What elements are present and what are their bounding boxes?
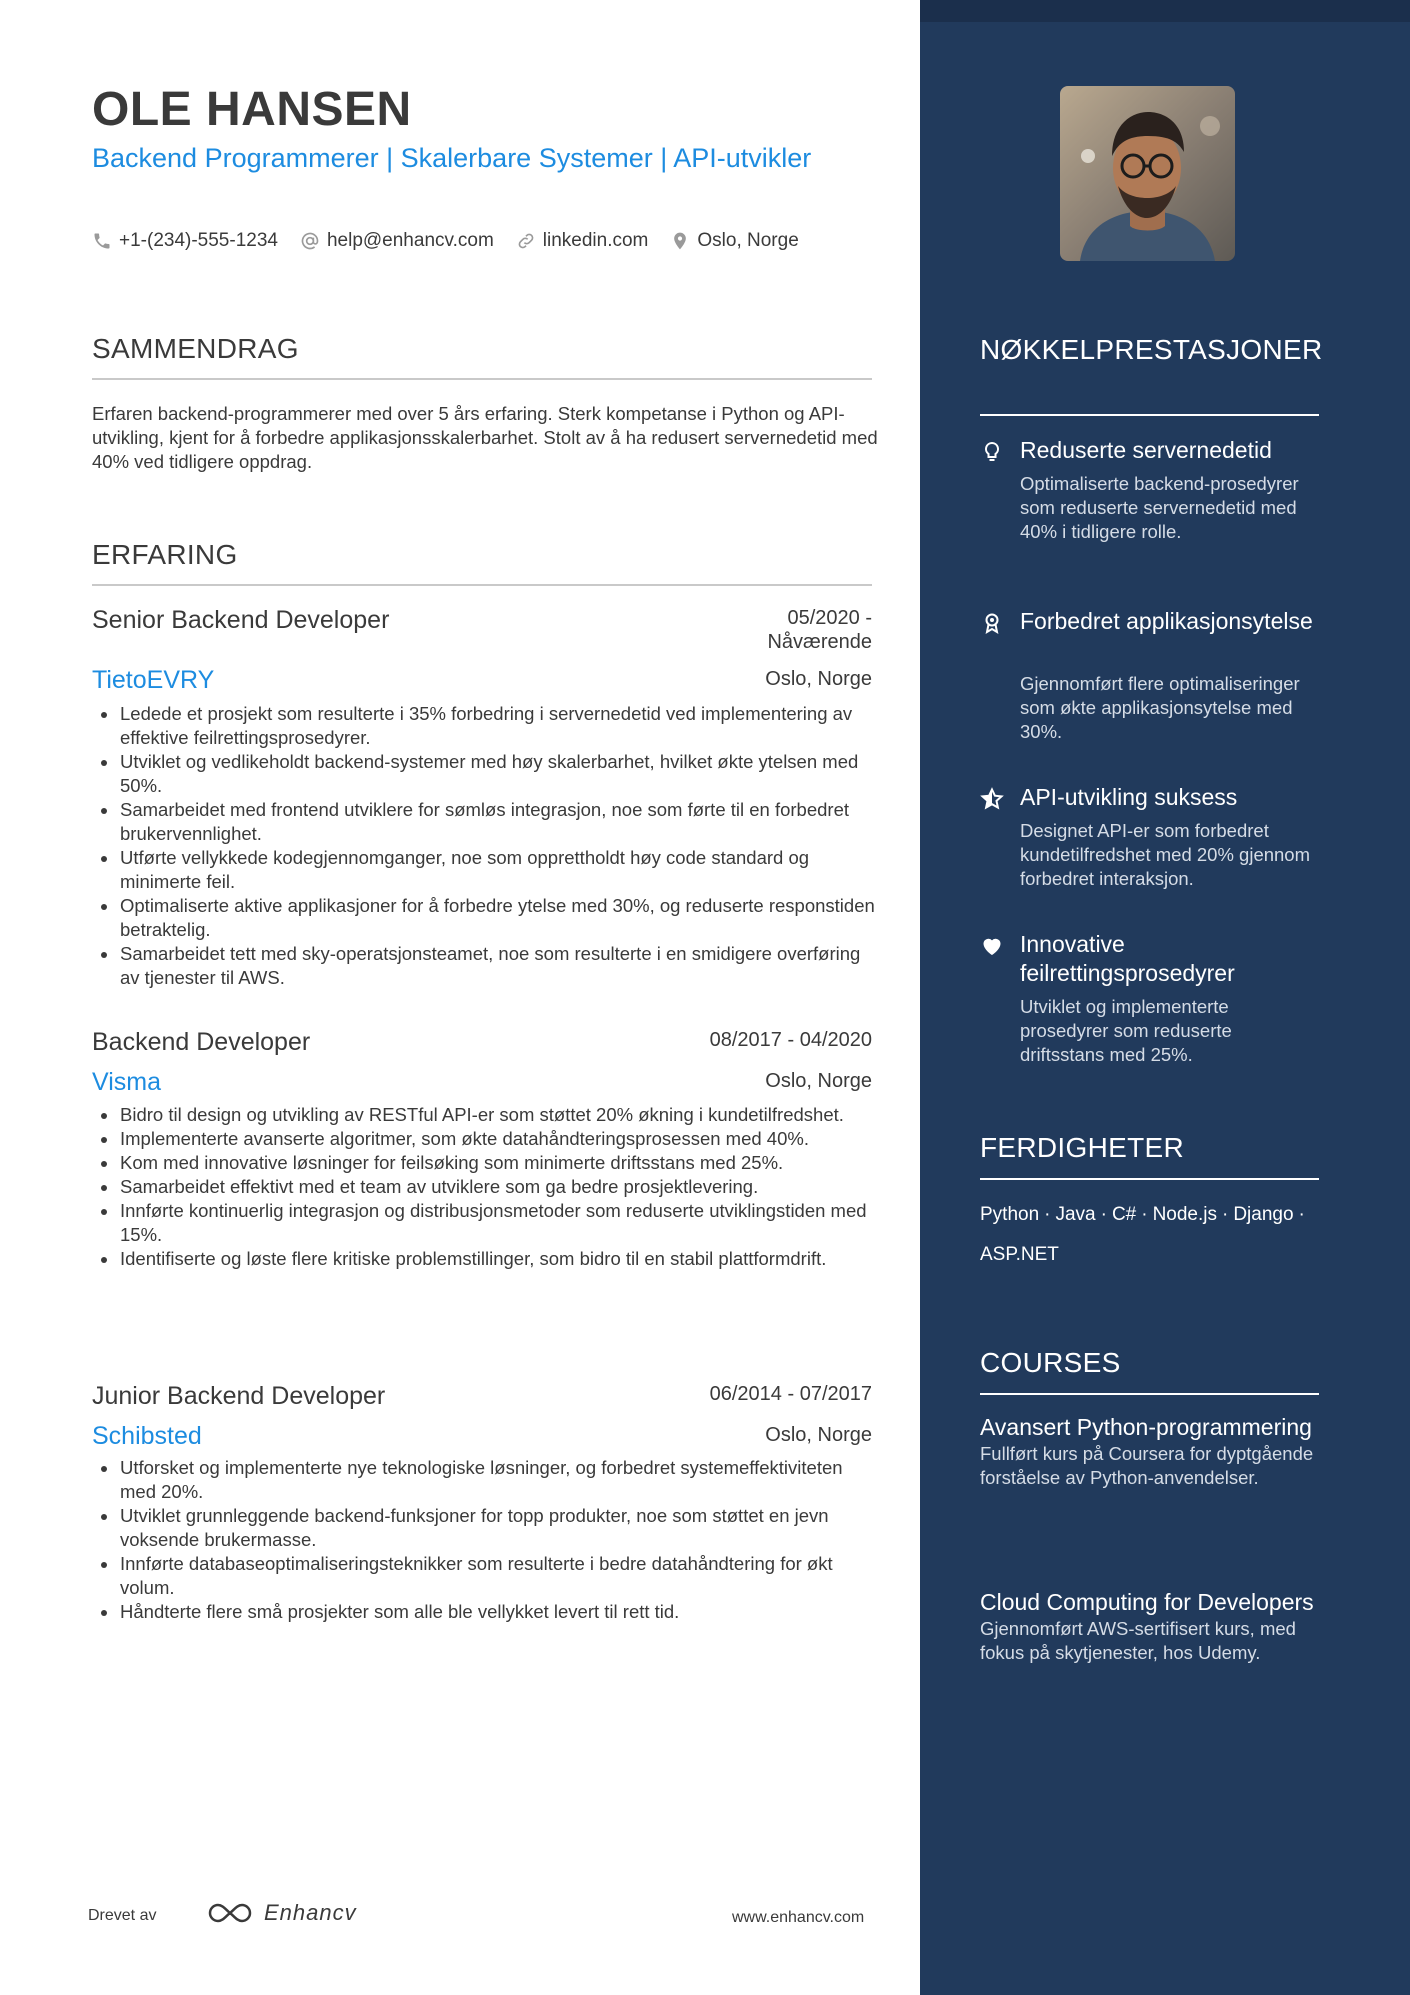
list-item: Samarbeidet tett med sky-operatsjonsteamet, noe som resulterte i en smidigere overføring av tjenester til AWS.: [92, 942, 882, 990]
experience-heading: ERFARING: [92, 539, 238, 570]
skills-list: [980, 1195, 1320, 1275]
phone-icon: [92, 231, 112, 251]
achievements-divider: [980, 414, 1319, 416]
skill-tag: ASP.NET: [980, 1244, 1059, 1265]
skills-heading: FERDIGHETER: [980, 1132, 1184, 1163]
course-title: Avansert Python-programmering: [980, 1414, 1312, 1440]
achievement-description: Gjennomført flere optimaliseringer som økte applikasjonsytelse med 30%.: [1020, 673, 1300, 742]
enhancv-logo[interactable]: [206, 1900, 357, 1926]
at-icon: [300, 231, 320, 251]
email-text: help@enhancv.com: [326, 230, 494, 251]
list-item: Kom med innovative løsninger for feilsøking som minimerte driftsstans med 25%.: [92, 1151, 882, 1175]
list-item: Optimaliserte aktive applikasjoner for å forbedre ytelse med 30%, og reduserte responstiden betraktelig.: [92, 894, 882, 942]
star-icon: [980, 787, 1004, 811]
skill-tag: Java: [1055, 1204, 1096, 1225]
achievement-title: API-utvikling suksess: [1020, 784, 1238, 810]
sidebar: [920, 0, 1410, 1995]
job-title: Backend Developer: [92, 1028, 311, 1056]
phone-text: +1-(234)-555-1234: [119, 230, 278, 251]
skill-tag: Node.js: [1152, 1204, 1217, 1225]
course-description: Gjennomført AWS-sertifisert kurs, med fokus på skytjenester, hos Udemy.: [980, 1618, 1296, 1663]
job-entry: [92, 1028, 872, 1348]
powered-by-label: Drevet av: [88, 1907, 157, 1924]
achievement-title: Reduserte servernedetid: [1020, 437, 1272, 463]
skills-divider: [980, 1178, 1319, 1180]
job-location: Oslo, Norge: [765, 1424, 872, 1446]
achievement-title: Forbedret applikasjonsytelse: [1020, 608, 1313, 634]
list-item: Utførte vellykkede kodegjennomganger, noe som opprettholdt høy code standard og minimerte feil.: [92, 846, 882, 894]
job-location: Oslo, Norge: [765, 1070, 872, 1092]
contact-phone[interactable]: [92, 230, 278, 252]
job-dates: 08/2017 - 04/2020: [709, 1029, 872, 1051]
summary-divider: [92, 378, 872, 380]
contact-linkedin[interactable]: [516, 230, 649, 252]
job-bullets: [92, 702, 882, 990]
footer-url[interactable]: www.enhancv.com: [732, 1909, 865, 1926]
list-item: Bidro til design og utvikling av RESTful API-er som støttet 20% økning i kundetilfredshet.: [92, 1103, 882, 1127]
list-item: Ledede et prosjekt som resulterte i 35% forbedring i servernedetid ved implementering av effektive feilrettingsprosedyrer.: [92, 702, 882, 750]
skill-separator: ·: [1044, 1204, 1051, 1225]
summary-heading: SAMMENDRAG: [92, 333, 299, 364]
skill-separator: ·: [1100, 1204, 1107, 1225]
list-item: Samarbeidet med frontend utviklere for sømløs integrasjon, noe som førte til en forbedret brukervennlighet.: [92, 798, 882, 846]
job-entry: [92, 1382, 872, 1632]
profile-portrait-icon: [1060, 86, 1235, 261]
location-text: Oslo, Norge: [697, 230, 799, 251]
list-item: Innførte databaseoptimaliseringsteknikker som resulterte i bedre datahåndtering for økt volum.: [92, 1552, 882, 1600]
skill-tag: Python: [980, 1204, 1040, 1225]
job-entry: [92, 606, 875, 996]
achievement-title: Innovative feilrettingsprosedyrer: [1020, 931, 1235, 986]
job-dates: 06/2014 - 07/2017: [709, 1383, 872, 1405]
skill-separator: ·: [1141, 1204, 1148, 1225]
candidate-name: OLE HANSEN: [92, 83, 412, 136]
list-item: Utforsket og implementerte nye teknologiske løsninger, og forbedret systemeffektiviteten med 20%.: [92, 1456, 882, 1504]
job-title: Senior Backend Developer: [92, 606, 390, 634]
job-company: Schibsted: [92, 1422, 202, 1450]
course-item: [980, 1413, 1320, 1490]
course-title: Cloud Computing for Developers: [980, 1589, 1314, 1615]
skill-tag: C#: [1111, 1204, 1137, 1225]
infinity-logo-icon: [206, 1901, 254, 1925]
brand-name: Enhancv: [264, 1900, 357, 1925]
job-bullets: [92, 1456, 882, 1624]
achievement-description: Utviklet og implementerte prosedyrer som reduserte driftsstans med 25%.: [1020, 996, 1232, 1065]
experience-divider: [92, 584, 872, 586]
courses-divider: [980, 1393, 1319, 1395]
heart-icon: [980, 934, 1004, 958]
skill-separator: ·: [1298, 1204, 1305, 1225]
job-title: Junior Backend Developer: [92, 1382, 386, 1410]
list-item: Identifiserte og løste flere kritiske problemstillinger, som bidro til en stabil plattformdrift.: [92, 1247, 882, 1271]
contact-location: [670, 230, 798, 252]
achievements-heading: NØKKELPRESTASJONER: [980, 334, 1323, 365]
course-description: Fullført kurs på Coursera for dyptgående forståelse av Python-anvendelser.: [980, 1443, 1314, 1488]
achievement-item: [980, 783, 1320, 903]
award-icon: [980, 611, 1004, 635]
contact-email[interactable]: [300, 230, 494, 252]
job-company: TietoEVRY: [92, 666, 215, 694]
linkedin-text: linkedin.com: [542, 230, 649, 251]
list-item: Innførte kontinuerlig integrasjon og distribusjonsmetoder som reduserte utviklingstiden med 15%.: [92, 1199, 882, 1247]
list-item: Utviklet grunnleggende backend-funksjoner for topp produkter, noe som støttet en jevn voksende brukermasse.: [92, 1504, 882, 1552]
summary-text: Erfaren backend-programmerer med over 5 års erfaring. Sterk kompetanse i Python og API-utvikling, kjent for å forbedre applikasjonsskalerbarhet. Stolt av å ha redusert servernedetid med 40% ved tidligere oppdrag.: [92, 403, 878, 472]
link-icon: [516, 231, 536, 251]
achievement-description: Designet API-er som forbedret kundetilfredshet med 20% gjennom forbedret interaksjon.: [1020, 820, 1311, 889]
achievement-item: [980, 607, 1320, 752]
list-item: Samarbeidet effektivt med et team av utviklere som ga bedre prosjektlevering.: [92, 1175, 882, 1199]
skill-separator: ·: [1222, 1204, 1229, 1225]
list-item: Håndterte flere små prosjekter som alle ble vellykket levert til rett tid.: [92, 1600, 882, 1624]
sidebar-top-band: [920, 0, 1410, 22]
job-dates: 05/2020 - Nåværende: [767, 607, 872, 653]
profile-photo: [1060, 86, 1235, 261]
list-item: Utviklet og vedlikeholdt backend-systemer med høy skalerbarhet, hvilket økte ytelsen med 50%.: [92, 750, 882, 798]
courses-heading: COURSES: [980, 1347, 1121, 1378]
lightbulb-icon: [980, 440, 1004, 464]
job-company: Visma: [92, 1068, 162, 1096]
contact-bar: [92, 230, 799, 252]
list-item: Implementerte avanserte algoritmer, som økte datahåndteringsprosessen med 40%.: [92, 1127, 882, 1151]
skill-tag: Django: [1233, 1204, 1294, 1225]
course-item: [980, 1588, 1320, 1665]
headline: Backend Programmerer | Skalerbare Systemer | API-utvikler: [92, 143, 812, 173]
achievement-item: [980, 930, 1320, 1075]
job-location: Oslo, Norge: [765, 668, 872, 690]
achievement-description: Optimaliserte backend-prosedyrer som reduserte servernedetid med 40% i tidligere rolle.: [1020, 473, 1299, 542]
location-pin-icon: [670, 231, 690, 251]
job-bullets: [92, 1103, 882, 1271]
achievement-item: [980, 436, 1320, 566]
